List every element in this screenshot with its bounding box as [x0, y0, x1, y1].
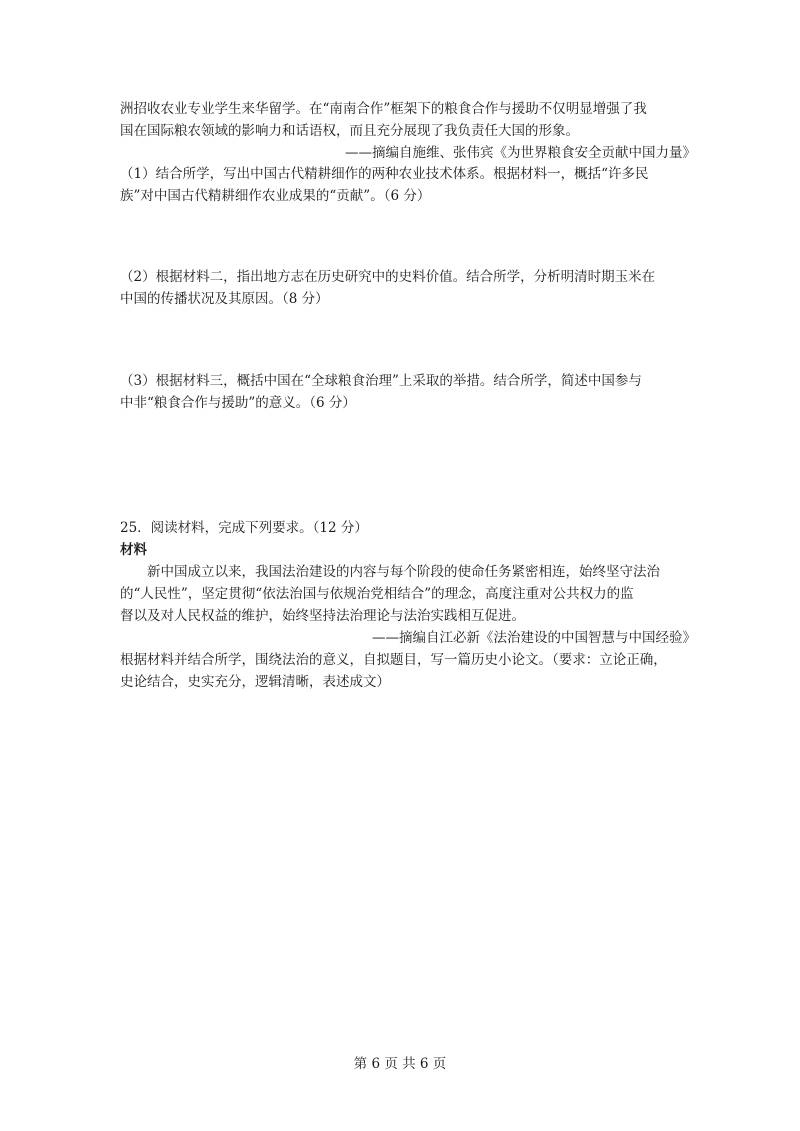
question-text-line: （3）根据材料三，概括中国在“全球粮食治理”上采取的举措。结合所学，简述中国参与 — [120, 373, 642, 389]
material-text-line: 的“人民性”，坚定贯彻“依法治国与依规治党相结合”的理念，高度注重对公共权力的监 — [120, 586, 634, 602]
question-text-line: （2）根据材料二，指出地方志在历史研究中的史料价值。结合所学，分析明清时期玉米在 — [120, 269, 656, 285]
material-text-line: 洲招收农业专业学生来华留学。在“南南合作”框架下的粮食合作与援助不仅明显增强了我 — [120, 101, 647, 117]
question-task-line: 史论结合，史实充分，逻辑清晰，表述成文） — [120, 674, 390, 690]
question-task-line: 根据材料并结合所学，围绕法治的意义，自拟题目，写一篇历史小论文。（要求：立论正确， — [120, 652, 667, 668]
material-label: 材料 — [120, 542, 147, 558]
question-25-header: 25．阅读材料，完成下列要求。（12 分） — [120, 520, 368, 536]
material-text-line: 新中国成立以来，我国法治建设的内容与每个阶段的使命任务紧密相连，始终坚守法治 — [147, 564, 660, 580]
question-text-line: 族”对中国古代精耕细作农业成果的“贡献”。（6 分） — [120, 188, 431, 204]
question-text-line: （1）结合所学，写出中国古代精耕细作的两种农业技术体系。根据材料一，概括“许多民 — [120, 166, 649, 182]
material-source: ——摘编自江必新《法治建设的中国智慧与中国经验》 — [372, 630, 696, 646]
material-text-line: 督以及对人民权益的维护，始终坚持法治理论与法治实践相互促进。 — [120, 608, 525, 624]
material-source: ——摘编自施维、张伟宾《为世界粮食安全贡献中国力量》 — [345, 145, 696, 161]
question-text-line: 中非“粮食合作与援助”的意义。（6 分） — [120, 395, 356, 411]
question-text-line: 中国的传播状况及其原因。（8 分） — [120, 291, 329, 307]
material-text-line: 国在国际粮农领域的影响力和话语权，而且充分展现了我负责任大国的形象。 — [120, 123, 579, 139]
page-number: 第 6 页 共 6 页 — [353, 1056, 447, 1072]
